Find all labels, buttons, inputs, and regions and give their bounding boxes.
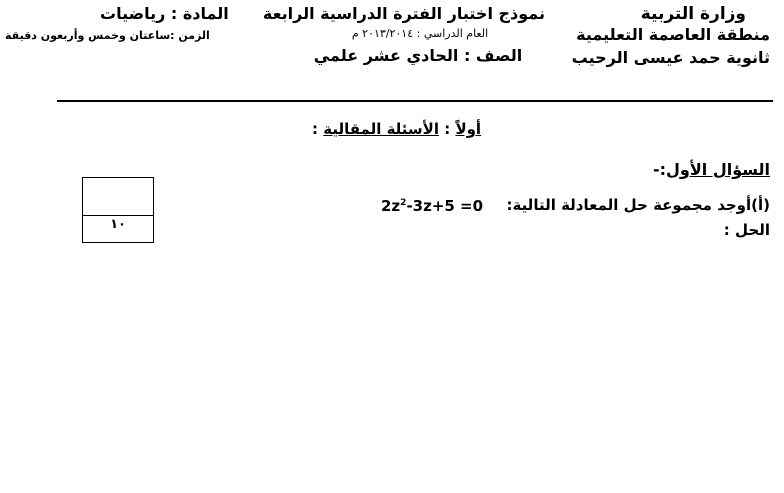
- exam-title: نموذج اختبار الفترة الدراسية الرابعة: [262, 4, 545, 23]
- question-title-text: السؤال الأول: [666, 160, 770, 179]
- question-title-suffix: :-: [652, 160, 667, 179]
- section-separator: :: [438, 120, 456, 138]
- equation: [381, 197, 483, 215]
- equation-base: 2z: [381, 197, 401, 215]
- section-suffix: :: [312, 120, 324, 138]
- subject-label: المادة : رياضيات: [100, 4, 229, 23]
- school-name: ثانوية حمد عيسى الرحيب: [571, 48, 770, 67]
- exam-duration: [5, 29, 210, 42]
- section-heading: [312, 120, 481, 138]
- grade-label: الصف : الحادي عشر علمي: [313, 46, 523, 65]
- ministry-name: وزارة التربية: [640, 4, 746, 24]
- time-value: ساعتان وخمس وأربعون دقيقة: [5, 29, 171, 42]
- equation-exponent: 2: [400, 198, 407, 208]
- question-title: [653, 160, 770, 179]
- max-score: ١٠: [110, 217, 126, 232]
- equation-rest: -3z+5 =0: [406, 197, 484, 215]
- educational-zone: منطقة العاصمة التعليمية: [576, 25, 770, 44]
- section-ordinal: أولاً: [455, 120, 482, 138]
- header-divider: [57, 100, 773, 102]
- section-title: الأسئلة المقالية: [323, 120, 439, 138]
- score-box: [82, 177, 154, 243]
- question-prompt: (أ)أوجد مجموعة حل المعادلة التالية:: [506, 196, 770, 214]
- score-entry-cell: [83, 178, 153, 216]
- academic-year: العام الدراسي : ٢٠١٣/٢٠١٤ م: [351, 27, 489, 40]
- solution-label: الحل :: [723, 221, 770, 239]
- time-label: الزمن :: [170, 29, 210, 42]
